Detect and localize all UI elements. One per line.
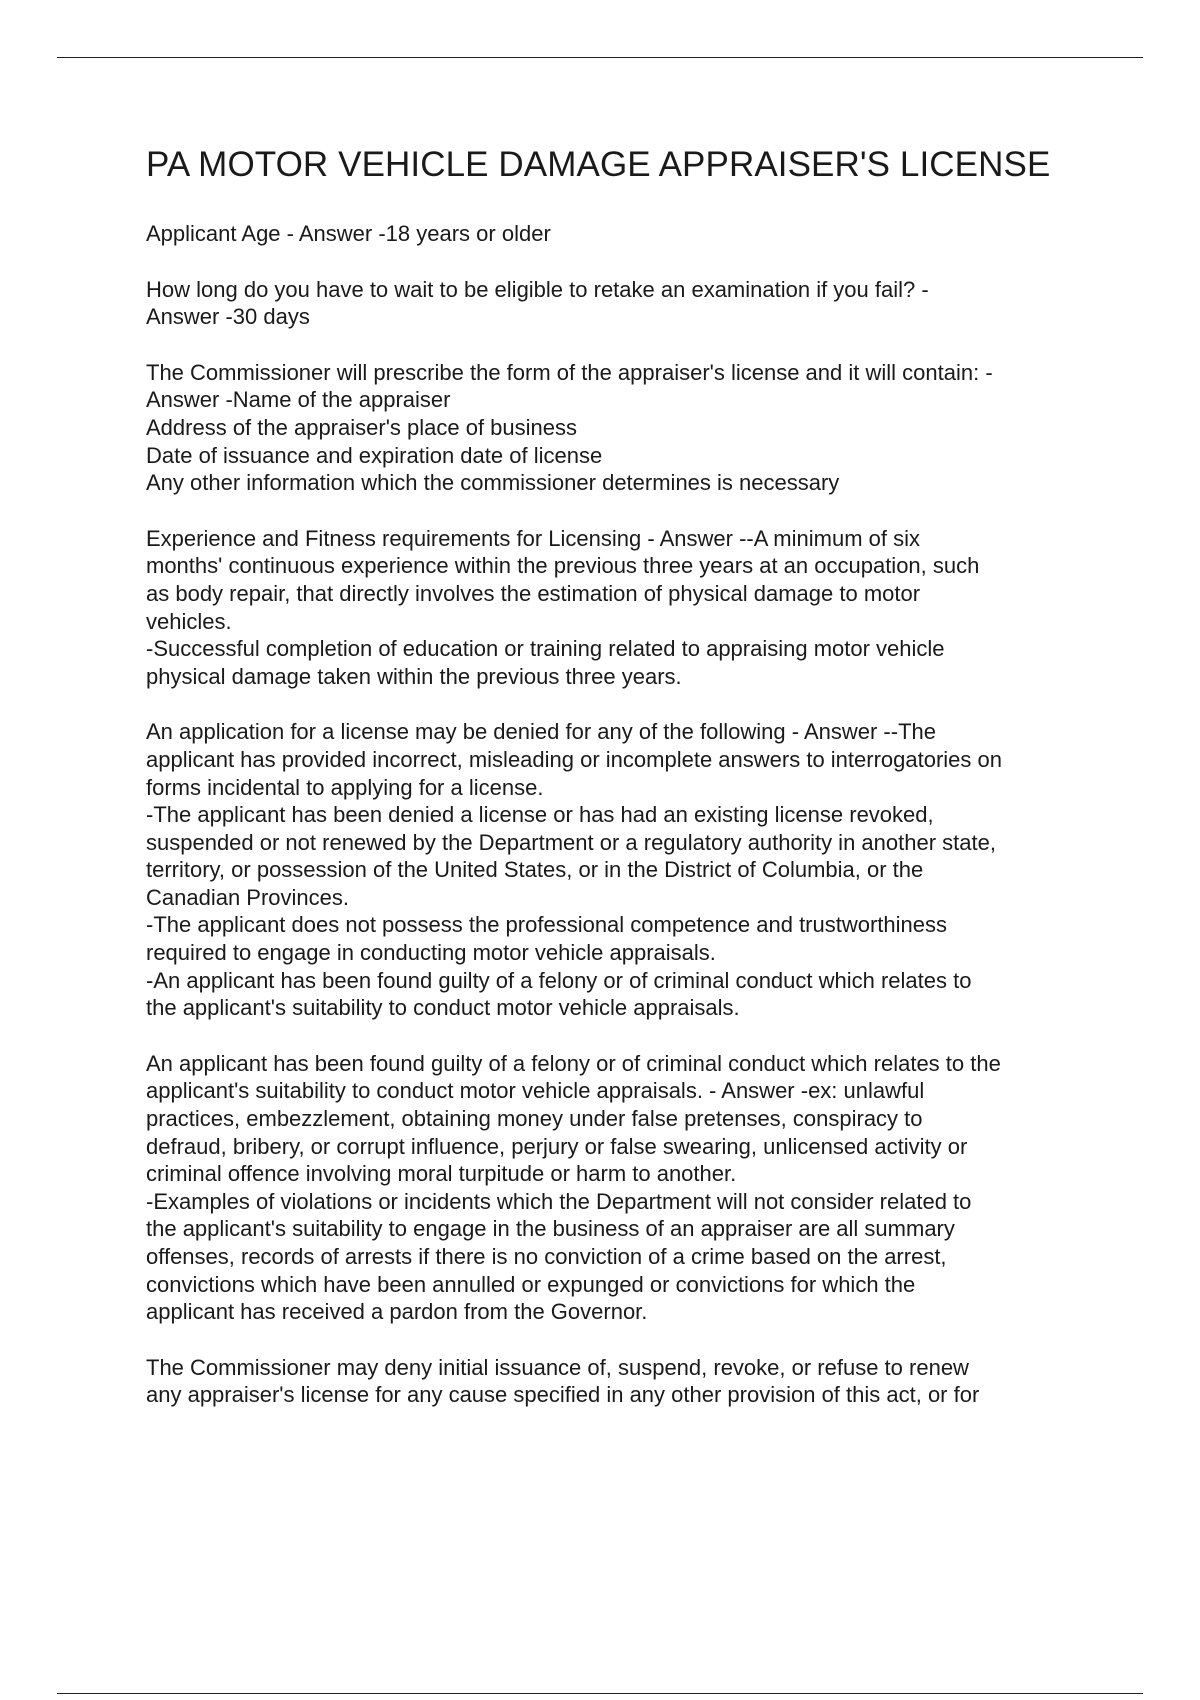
document-body [146, 142, 1096, 1437]
text-line: months' continuous experience within the previous three years at an occupation, such [146, 553, 980, 579]
text-line: Experience and Fitness requirements for Licensing - Answer --A minimum of six [146, 525, 920, 551]
text-line: criminal offence involving moral turpitude or harm to another. [146, 1161, 737, 1187]
text-line: The Commissioner may deny initial issuance of, suspend, revoke, or refuse to renew [146, 1354, 969, 1380]
qa-entry-experience-fitness [146, 525, 1096, 691]
text-line: An application for a license may be denied for any of the following - Answer --The [146, 719, 936, 745]
text-line: the applicant's suitability to engage in the business of an appraiser are all summary [146, 1216, 955, 1242]
text-line: An applicant has been found guilty of a felony or of criminal conduct which relates to the [146, 1050, 1001, 1076]
text-line: The Commissioner will prescribe the form of the appraiser's license and it will contain: - [146, 359, 993, 385]
text-line: Canadian Provinces. [146, 884, 350, 910]
text-line: -An applicant has been found guilty of a felony or of criminal conduct which relates to [146, 967, 972, 993]
qa-entry-retake-wait [146, 276, 1096, 331]
text-line: -The applicant has been denied a license or has had an existing license revoked, [146, 802, 934, 828]
text-line: Applicant Age - Answer -18 years or older [146, 221, 551, 246]
qa-entry-applicant-age [146, 220, 1096, 248]
text-line: the applicant's suitability to conduct motor vehicle appraisals. [146, 995, 740, 1021]
text-line: practices, embezzlement, obtaining money under false pretenses, conspiracy to [146, 1106, 923, 1132]
text-line: applicant has provided incorrect, misleading or incomplete answers to interrogatories on [146, 746, 1003, 772]
text-line: offenses, records of arrests if there is no conviction of a crime based on the arrest, [146, 1244, 947, 1269]
text-line: Answer -30 days [146, 304, 310, 330]
page-top-rule [57, 57, 1143, 58]
text-line: -The applicant does not possess the professional competence and trustworthiness [146, 912, 948, 938]
text-line: -Successful completion of education or training related to appraising motor vehicle [146, 636, 945, 662]
qa-entry-license-form [146, 359, 1096, 497]
text-line: territory, or possession of the United States, or in the District of Columbia, or the [146, 857, 924, 883]
text-line: Answer -Name of the appraiser [146, 387, 451, 413]
text-line: applicant has received a pardon from the Governor. [146, 1299, 648, 1325]
text-line: vehicles. [146, 608, 232, 634]
text-line: convictions which have been annulled or expunged or convictions for which the [146, 1271, 916, 1297]
text-line: -Examples of violations or incidents which the Department will not consider related to [146, 1188, 972, 1214]
qa-entry-felony-conduct [146, 1050, 1096, 1326]
qa-entry-commissioner-deny [146, 1354, 1096, 1409]
text-line: any appraiser's license for any cause specified in any other provision of this act, or for [146, 1382, 980, 1408]
text-line: physical damage taken within the previous three years. [146, 663, 682, 689]
text-line: How long do you have to wait to be eligible to retake an examination if you fail? - [146, 276, 929, 302]
text-line: suspended or not renewed by the Department or a regulatory authority in another state, [146, 829, 996, 855]
text-line: Date of issuance and expiration date of license [146, 442, 603, 468]
text-line: forms incidental to applying for a license. [146, 774, 544, 800]
text-line: Address of the appraiser's place of business [146, 414, 577, 440]
text-line: required to engage in conducting motor vehicle appraisals. [146, 940, 716, 966]
text-line: as body repair, that directly involves the estimation of physical damage to motor [146, 580, 921, 606]
text-line: Any other information which the commissioner determines is necessary [146, 470, 840, 496]
text-line: applicant's suitability to conduct motor vehicle appraisals. - Answer -ex: unlawful [146, 1078, 925, 1104]
qa-entry-application-denied [146, 718, 1096, 1022]
text-line: defraud, bribery, or corrupt influence, perjury or false swearing, unlicensed activity or [146, 1133, 968, 1159]
page-bottom-rule [57, 1693, 1143, 1694]
document-title: PA MOTOR VEHICLE DAMAGE APPRAISER'S LICENSE [146, 145, 1051, 184]
